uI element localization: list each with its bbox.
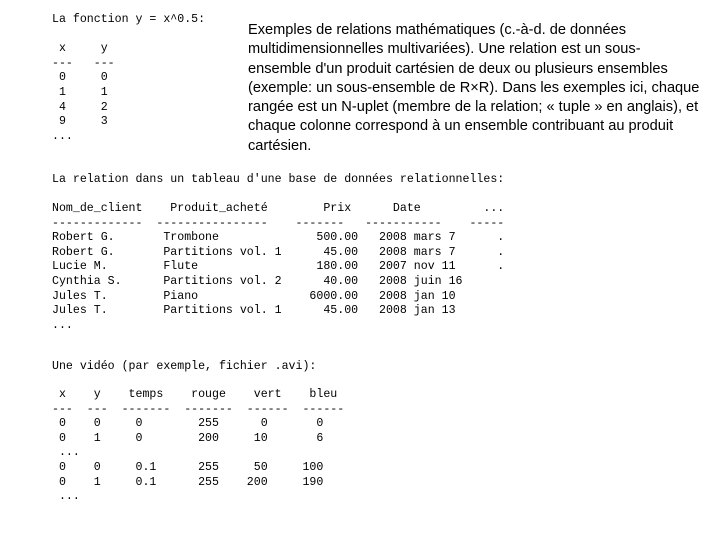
relational-db-title: La relation dans un tableau d'une base de données relationnelles: [52,173,505,186]
video-example-table: x y temps rouge vert bleu --- --- ------- ------- ------ ------ 0 0 0 255 0 0 0 1 0 200 10 6 ... 0 0 0.1 255 50 100 0 1 0.1 255 200 190 ... [52,388,345,504]
function-example-block: La fonction y = x^0.5: x y --- --- 0 0 1 1 4 2 9 3 ... [52,13,206,143]
intro-paragraph: Exemples de relations mathématiques (c.-à-d. de données multidimensionnelles multivariées). Une relation est un sous-ensemble d'un produit cartésien de deux ou plusieurs ensembles (exemple: un sous-ensemble de R×R). Dans les exemples ici, chaque rangée est un N-uplet (membre de la relation; « tuple » en anglais), et chaque colonne correspond à un ensemble contribuant au produit cartésien. [248,22,700,154]
video-example-title: Une vidéo (par exemple, fichier .avi): [52,360,317,373]
relational-db-table: Nom_de_client Produit_acheté Prix Date ... ------------- ---------------- ------- ----------- ----- Robert G. Trombone 500.00 2008 mars 7 . Robert G. Partitions vol. 1 45.00 2008 mars 7 . Lucie M. Flute 180.00 2007 nov 11 . Cynthia S. Partitions vol. 2 40.00 2008 juin 16 Jules T. Piano 6000.00 2008 jan 10 Jules T. Partitions vol. 1 45.00 2008 jan 13 ... [52,202,505,332]
